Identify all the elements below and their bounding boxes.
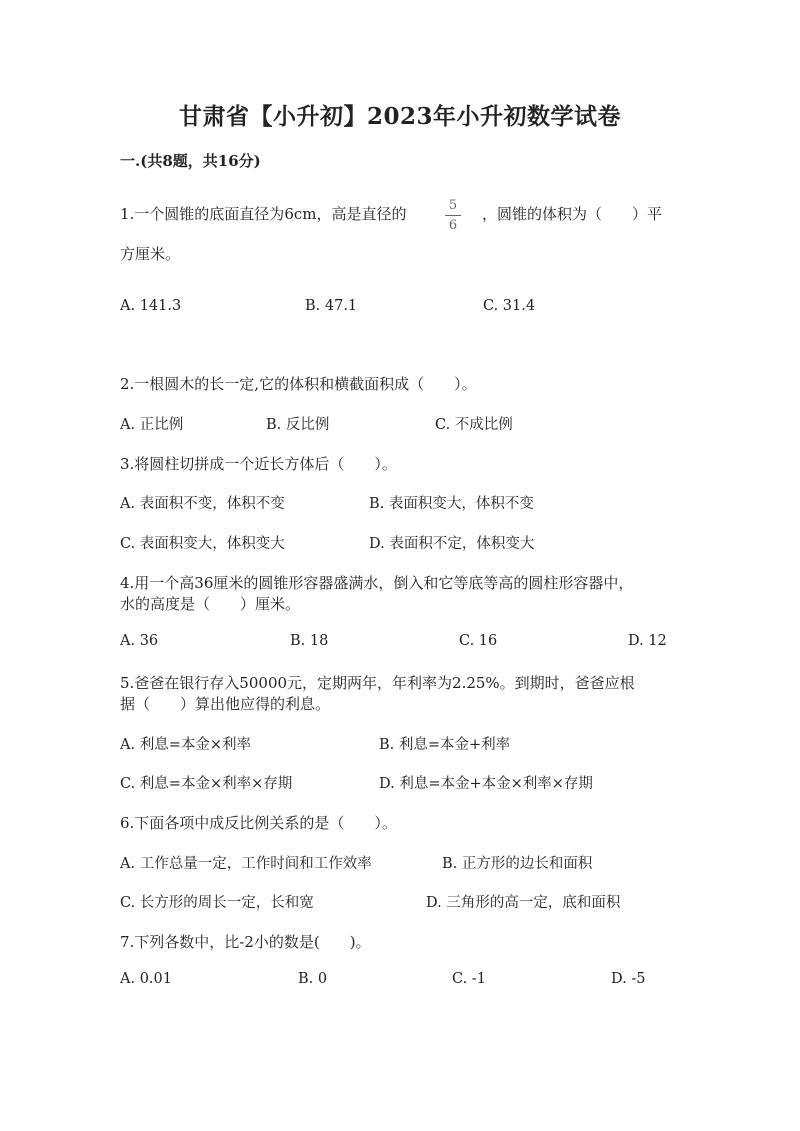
question-2-option-c[interactable]: C. 不成比例 [435,417,513,433]
fraction-numerator: 5 [448,198,458,213]
question-4-line-1: 4.用一个高36厘米的圆锥形容器盛满水，倒入和它等底等高的圆柱形容器中， [120,574,634,592]
question-6-option-c[interactable]: C. 长方形的周长一定，长和宽 [120,895,314,911]
question-6-text: 6.下面各项中成反比例关系的是（ ）。 [120,814,397,832]
question-5-option-d[interactable]: D. 利息=本金+本金×利率×存期 [379,776,593,792]
question-5-option-c[interactable]: C. 利息=本金×利率×存期 [120,776,293,792]
question-1-option-b[interactable]: B. 47.1 [305,298,358,314]
question-5-option-b[interactable]: B. 利息=本金+利率 [379,737,511,753]
question-7-option-c[interactable]: C. -1 [452,971,486,987]
question-1-option-c[interactable]: C. 31.4 [483,298,536,314]
question-1-text-b: ，圆锥的体积为（ ）平 [482,205,663,223]
question-2-option-a[interactable]: A. 正比例 [120,417,184,433]
fraction-bar [445,215,461,216]
question-6-option-a[interactable]: A. 工作总量一定，工作时间和工作效率 [120,856,372,872]
question-6-option-b[interactable]: B. 正方形的边长和面积 [442,856,593,872]
question-4-option-a[interactable]: A. 36 [120,633,159,649]
question-6-option-d[interactable]: D. 三角形的高一定，底和面积 [426,895,621,911]
question-3-text: 3.将圆柱切拼成一个近长方体后（ ）。 [120,455,397,473]
question-7-option-a[interactable]: A. 0.01 [120,971,172,987]
question-5-line-1: 5.爸爸在银行存入50000元，定期两年，年利率为2.25%。到期时，爸爸应根 [120,674,635,692]
question-5-option-a[interactable]: A. 利息=本金×利率 [120,737,251,753]
question-7-option-b[interactable]: B. 0 [298,971,328,987]
question-7-option-d[interactable]: D. -5 [611,971,646,987]
question-3-option-b[interactable]: B. 表面积变大，体积不变 [369,496,534,512]
question-5-line-2: 据（ ）算出他应得的利息。 [120,695,331,713]
question-1-option-a[interactable]: A. 141.3 [120,298,182,314]
question-4-option-c[interactable]: C. 16 [459,633,498,649]
question-4-option-b[interactable]: B. 18 [290,633,329,649]
question-1-fraction [441,199,465,232]
question-4-option-d[interactable]: D. 12 [628,633,667,649]
question-4-line-2: 水的高度是（ ）厘米。 [120,595,301,613]
question-3-option-a[interactable]: A. 表面积不变，体积不变 [120,496,285,512]
question-7-text: 7.下列各数中，比-2小的数是( )。 [120,933,371,951]
page-title: 甘肃省【小升初】2023年小升初数学试卷 [178,103,621,130]
fraction-denominator: 6 [448,218,458,233]
question-1-text-c: 方厘米。 [120,245,181,263]
section-heading: 一.(共8题，共16分) [120,152,261,170]
question-3-option-c[interactable]: C. 表面积变大，体积变大 [120,536,285,552]
question-1-text-a: 1.一个圆锥的底面直径为6cm，高是直径的 [120,205,407,223]
question-3-option-d[interactable]: D. 表面积不定，体积变大 [369,536,535,552]
question-2-option-b[interactable]: B. 反比例 [266,417,330,433]
question-2-text: 2.一根圆木的长一定,它的体积和横截面积成（ ）。 [120,375,477,393]
